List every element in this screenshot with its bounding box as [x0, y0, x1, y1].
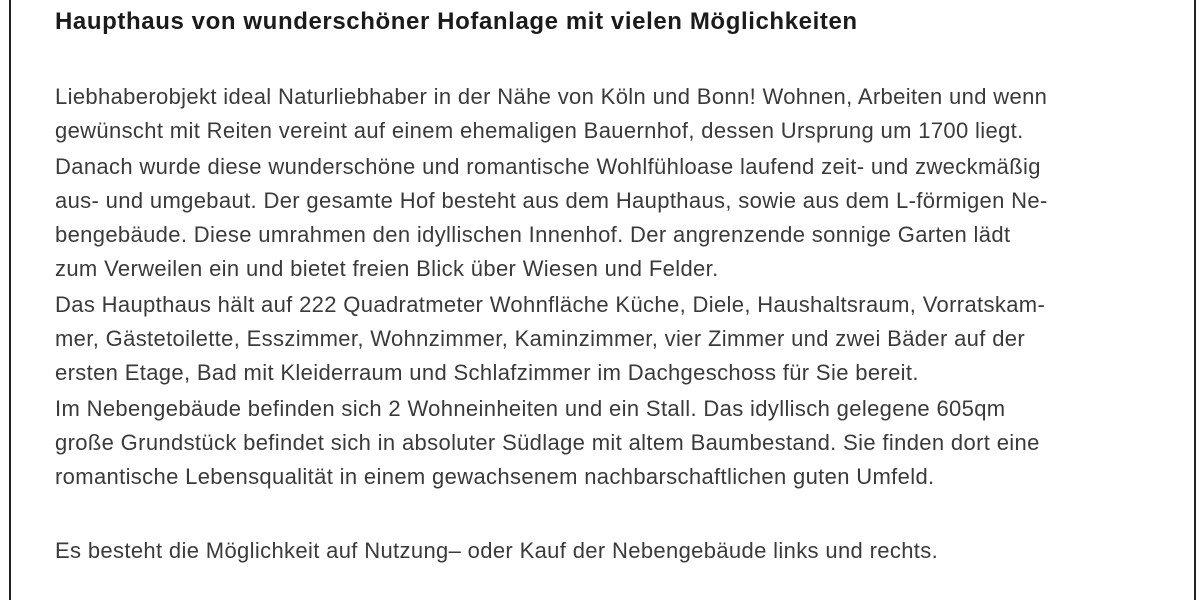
text-line: aus- und umgebaut. Der gesamte Hof besteht aus dem Haupthaus, sowie aus dem L-förmigen Ne- — [55, 188, 1048, 213]
text-line: Liebhaberobjekt ideal Naturliebhaber in der Nähe von Köln und Bonn! Wohnen, Arbeiten und wenn — [55, 84, 1048, 109]
text-line: Es besteht die Möglichkeit auf Nutzung– oder Kauf der Nebengebäude links und rechts. — [55, 538, 939, 563]
text-line: zum Verweilen ein und bietet freien Blick über Wiesen und Felder. — [55, 256, 719, 281]
paragraph-haupthaus — [55, 288, 1200, 390]
paragraph-history — [55, 150, 1200, 286]
text-line: Das Haupthaus hält auf 222 Quadratmeter Wohnfläche Küche, Diele, Haushaltsraum, Vorratskam- — [55, 292, 1046, 317]
text-line: ersten Etage, Bad mit Kleiderraum und Schlafzimmer im Dachgeschoss für Sie bereit. — [55, 360, 919, 385]
listing-title: Haupthaus von wunderschöner Hofanlage mit vielen Möglichkeiten — [55, 8, 858, 35]
paragraph-nebengebaeude — [55, 392, 1200, 494]
text-line: mer, Gästetoilette, Esszimmer, Wohnzimmer, Kaminzimmer, vier Zimmer und zwei Bäder auf der — [55, 326, 1026, 351]
text-line: gewünscht mit Reiten vereint auf einem ehemaligen Bauernhof, dessen Ursprung um 1700 liegt. — [55, 118, 1024, 143]
text-line: große Grundstück befindet sich in absoluter Südlage mit altem Baumbestand. Sie finden dort eine — [55, 430, 1040, 455]
text-line: Im Nebengebäude befinden sich 2 Wohneinheiten und ein Stall. Das idyllisch gelegene 605qm — [55, 396, 1006, 421]
paragraph-closing — [55, 534, 1200, 568]
text-line: romantische Lebensqualität in einem gewachsenem nachbarschaftlichen guten Umfeld. — [55, 464, 935, 489]
text-line: Danach wurde diese wunderschöne und romantische Wohlfühloase laufend zeit- und zweckmäßig — [55, 154, 1041, 179]
paragraph-intro — [55, 80, 1200, 148]
text-line: bengebäude. Diese umrahmen den idyllischen Innenhof. Der angrenzende sonnige Garten lädt — [55, 222, 1011, 247]
